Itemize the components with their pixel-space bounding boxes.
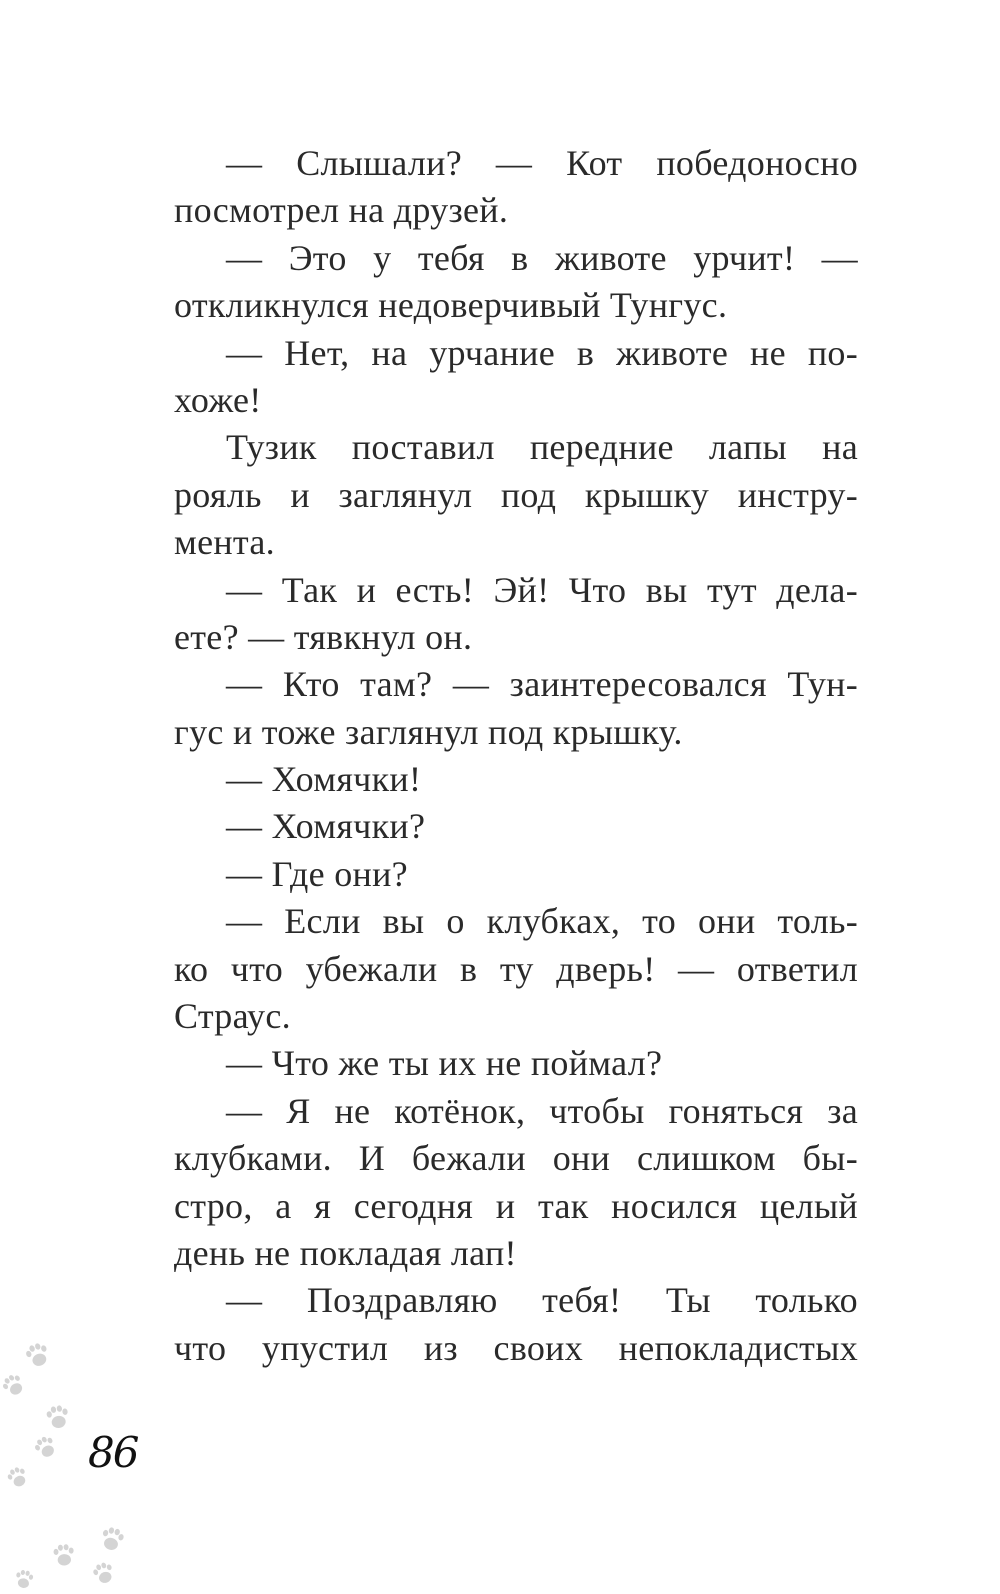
text-line: день не покладая лап! <box>174 1232 517 1273</box>
text-line: ете? — тявкнул он. <box>174 616 473 657</box>
paw-print-icon <box>45 1404 70 1430</box>
text-line: — Хомячки? <box>226 806 426 847</box>
text-line: — Нет, на урчание в животе не по- <box>226 332 858 373</box>
text-line: — Где они? <box>226 853 408 894</box>
text-line: ко что убежали в ту дверь! — ответил <box>174 948 858 989</box>
text-line: мента. <box>174 522 275 563</box>
text-line: клубками. И бежали они слишком бы- <box>174 1138 858 1179</box>
page-number: 86 <box>88 1428 138 1477</box>
text-line: — Так и есть! Эй! Что вы тут дела- <box>226 569 858 610</box>
text-line: откликнулся недоверчивый Тунгус. <box>174 285 728 326</box>
paw-print-icon <box>32 1434 59 1461</box>
text-line: — Кто там? — заинтересовался Тун- <box>226 664 858 705</box>
text-line: рояль и заглянул под крышку инстру- <box>174 474 858 515</box>
text-line: — Что же ты их не поймал? <box>226 1043 663 1084</box>
text-line: — Я не котёнок, чтобы гоняться за <box>226 1090 858 1131</box>
text-line: — Это у тебя в животе урчит! — <box>226 237 858 278</box>
text-line: — Если вы о клубках, то они толь- <box>226 901 858 942</box>
text-line: Тузик поставил передние лапы на <box>226 427 858 468</box>
paw-print-icon <box>99 1525 125 1552</box>
text-line: посмотрел на друзей. <box>174 190 509 231</box>
text-line: гус и тоже заглянул под крышку. <box>174 711 683 752</box>
text-line: что упустил из своих непокладистых <box>174 1327 858 1368</box>
text-line: — Слышали? — Кот победоносно <box>226 143 858 183</box>
text-line: — Хомячки! <box>226 759 422 800</box>
paw-print-icon <box>5 1465 29 1490</box>
text-line: — Поздравляю тебя! Ты только <box>226 1280 858 1321</box>
paw-print-icon <box>14 1569 34 1589</box>
paw-print-icon <box>0 1372 27 1399</box>
body-text <box>174 140 858 1372</box>
paw-print-icon <box>91 1560 116 1585</box>
text-line: Страус. <box>174 996 291 1037</box>
paw-print-icon <box>24 1341 52 1369</box>
text-line: хоже! <box>174 379 262 420</box>
paw-print-icon <box>53 1544 75 1567</box>
text-line: стро, а я сегодня и так носился целый <box>174 1185 858 1226</box>
